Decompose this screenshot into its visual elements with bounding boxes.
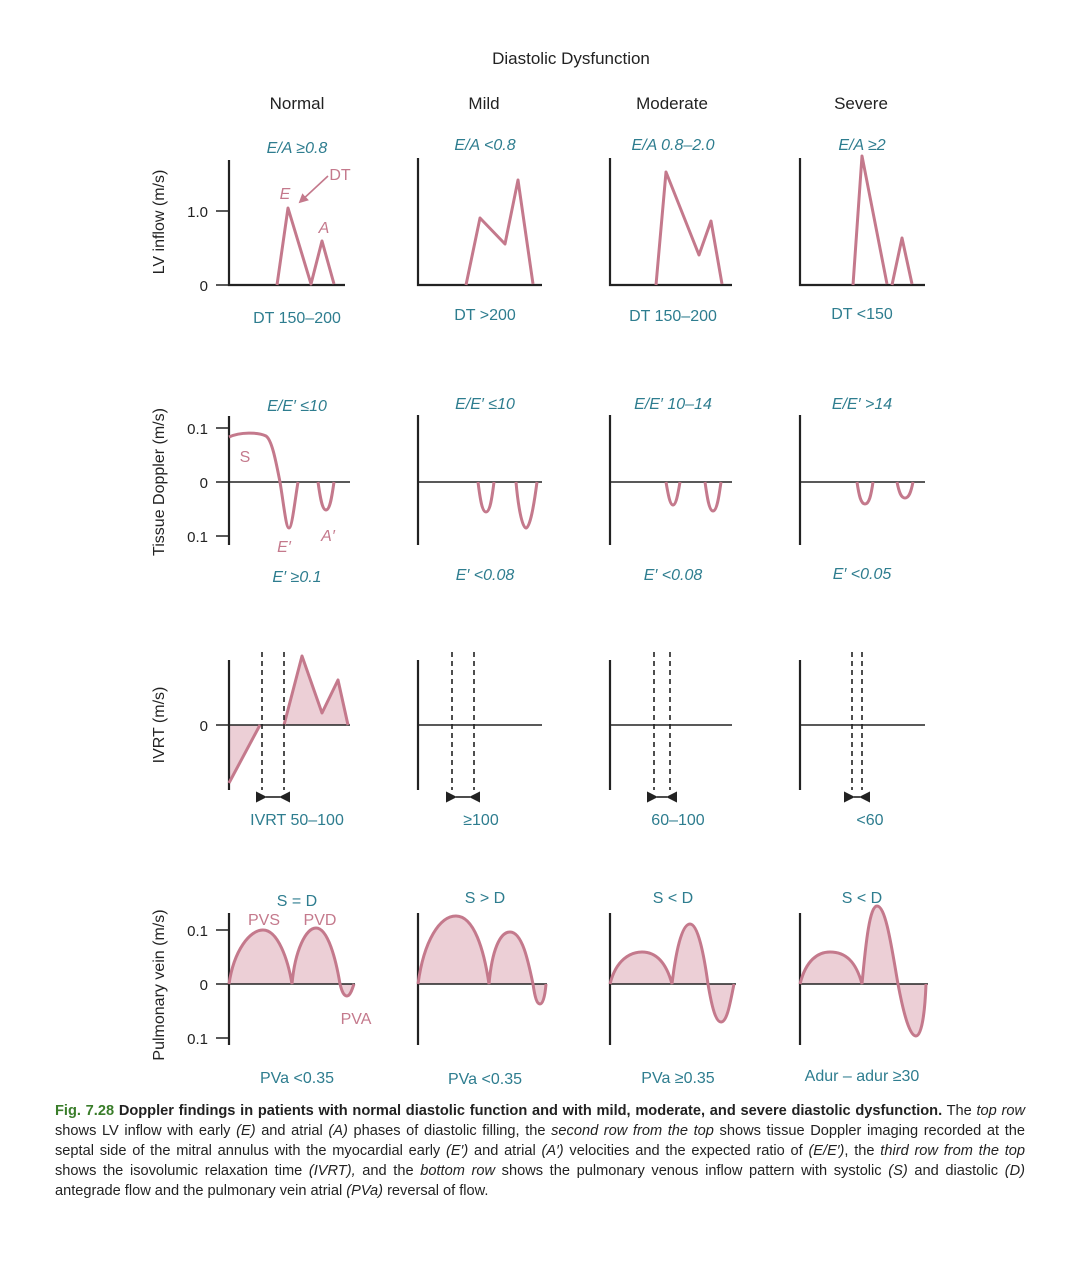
tissue-doppler-bottom-label-normal: E′ ≥0.1 — [272, 569, 322, 586]
pulmonary-vein-label-pvd: PVD — [303, 912, 337, 929]
pulmonary-vein-label-pvs: PVS — [247, 912, 281, 929]
pulmonary-vein-label-pva: PVA — [340, 1011, 372, 1028]
pulmonary-vein-mild-plot — [418, 913, 547, 1045]
caption-figure-number: Fig. 7.28 — [55, 1103, 115, 1119]
tissue-doppler-tick-zero: 0 — [199, 475, 208, 492]
pulmonary-vein-bottom-label-normal: PVa <0.35 — [260, 1070, 334, 1087]
pulmonary-vein-top-label-mild: S > D — [464, 890, 506, 907]
caption-segment: (A) — [328, 1123, 348, 1139]
pulmonary-vein-normal-plot — [216, 913, 355, 1045]
ivrt-moderate-plot — [610, 652, 732, 797]
lv-inflow-tick-1: 1.0 — [187, 204, 208, 221]
column-header-normal: Normal — [269, 94, 325, 113]
tissue-doppler-moderate-plot — [610, 415, 732, 545]
caption-segment: (E) — [236, 1123, 256, 1139]
tissue-doppler-top-label-mild: E/E′ ≤10 — [455, 396, 515, 413]
lv-inflow-top-label-moderate: E/A 0.8–2.0 — [631, 137, 715, 154]
caption-segment: and diastolic — [907, 1163, 1005, 1179]
ivrt-bottom-label-moderate: 60–100 — [651, 812, 705, 829]
ivrt-mild-plot — [418, 652, 542, 797]
caption-segment: (E/E′) — [808, 1143, 845, 1159]
figure-caption — [55, 1101, 1025, 1201]
tissue-doppler-y-label: Tissue Doppler (m/s) — [151, 408, 168, 556]
lv-inflow-top-label-normal: E/A ≥0.8 — [266, 140, 328, 157]
pulmonary-vein-top-label-moderate: S < D — [652, 890, 694, 907]
caption-segment: shows tissue Doppler imaging recorded at the septal side of the mitral annulus with the myocardial early — [55, 1123, 1025, 1159]
caption-segment: (PVa) — [346, 1183, 384, 1199]
ivrt-y-label: IVRT (m/s) — [151, 686, 168, 764]
ivrt-bottom-label-severe: <60 — [856, 812, 884, 829]
caption-segment: top row — [976, 1103, 1026, 1119]
lv-inflow-bottom-label-normal: DT 150–200 — [253, 310, 341, 327]
lv-inflow-severe-plot — [800, 156, 925, 285]
pulmonary-vein-top-label-severe: S < D — [841, 890, 883, 907]
lv-inflow-label-dt: DT — [329, 167, 351, 184]
tissue-doppler-normal-plot — [216, 416, 350, 545]
tissue-doppler-tick-bottom: 0.1 — [187, 529, 208, 546]
tissue-doppler-mild-plot — [418, 415, 542, 545]
caption-segment: third row from the top — [880, 1143, 1025, 1159]
tissue-doppler-top-label-moderate: E/E′ 10–14 — [634, 396, 712, 413]
caption-segment: antegrade flow and the pulmonary vein atrial — [55, 1183, 347, 1199]
tissue-doppler-label-e-prime: E′ — [277, 539, 291, 556]
lv-inflow-label-a: A — [318, 220, 330, 237]
caption-segment: phases of diastolic filling, the — [347, 1123, 552, 1139]
pulmonary-vein-tick-zero: 0 — [199, 977, 208, 994]
tissue-doppler-top-label-normal: E/E′ ≤10 — [267, 398, 327, 415]
pulmonary-vein-y-label: Pulmonary vein (m/s) — [151, 909, 168, 1061]
lv-inflow-bottom-label-mild: DT >200 — [454, 307, 516, 324]
lv-inflow-label-e: E — [279, 186, 291, 203]
lv-inflow-bottom-label-severe: DT <150 — [831, 306, 893, 323]
caption-segment: shows LV inflow with early — [55, 1123, 237, 1139]
caption-segment: velocities and the expected ratio of — [563, 1143, 809, 1159]
tissue-doppler-top-label-severe: E/E′ >14 — [831, 396, 893, 413]
column-header-severe: Severe — [834, 94, 888, 113]
pulmonary-vein-top-label-normal: S = D — [276, 893, 318, 910]
caption-segment: (IVRT), — [308, 1163, 356, 1179]
caption-segment: The — [942, 1103, 977, 1119]
ivrt-tick-zero: 0 — [199, 718, 208, 735]
lv-inflow-bottom-label-moderate: DT 150–200 — [629, 308, 717, 325]
tissue-doppler-severe-plot — [800, 415, 925, 545]
pulmonary-vein-severe-plot — [800, 906, 928, 1045]
caption-segment: (E′) — [446, 1143, 469, 1159]
lv-inflow-tick-0: 0 — [199, 278, 208, 295]
caption-segment: shows the pulmonary venous inflow pattern with systolic — [495, 1163, 889, 1179]
ivrt-bottom-label-mild: ≥100 — [463, 812, 499, 829]
caption-segment: bottom row — [420, 1163, 496, 1179]
caption-segment: second row from the top — [551, 1123, 714, 1139]
lv-inflow-y-label: LV inflow (m/s) — [151, 169, 168, 275]
caption-segment: , the — [844, 1143, 881, 1159]
caption-segment: shows the isovolumic relaxation time — [55, 1163, 309, 1179]
pulmonary-vein-moderate-plot — [610, 913, 736, 1045]
caption-segment: and the — [355, 1163, 421, 1179]
ivrt-normal-plot — [216, 652, 350, 797]
caption-segment: and atrial — [255, 1123, 329, 1139]
lv-inflow-top-label-severe: E/A ≥2 — [838, 137, 886, 154]
pulmonary-vein-bottom-label-severe: Adur – adur ≥30 — [804, 1068, 920, 1085]
caption-segment: (S) — [888, 1163, 908, 1179]
caption-segment: (D) — [1004, 1163, 1025, 1179]
tissue-doppler-bottom-label-moderate: E′ <0.08 — [643, 567, 703, 584]
lv-inflow-moderate-plot — [610, 158, 732, 285]
tissue-doppler-bottom-label-severe: E′ <0.05 — [832, 566, 892, 583]
lv-inflow-top-label-mild: E/A <0.8 — [454, 137, 516, 154]
figure-title: Diastolic Dysfunction — [492, 49, 650, 68]
column-header-mild: Mild — [468, 94, 500, 113]
pulmonary-vein-bottom-label-mild: PVa <0.35 — [448, 1071, 522, 1088]
caption-summary: Doppler findings in patients with normal diastolic function and with mild, moderate, and severe diastolic dysfunction. — [118, 1103, 943, 1119]
tissue-doppler-bottom-label-mild: E′ <0.08 — [455, 567, 515, 584]
caption-segment: (A′) — [541, 1143, 564, 1159]
ivrt-severe-plot — [800, 652, 925, 797]
pulmonary-vein-tick-top: 0.1 — [187, 923, 208, 940]
caption-segment: and atrial — [468, 1143, 542, 1159]
column-header-moderate: Moderate — [636, 94, 708, 113]
lv-inflow-mild-plot — [418, 158, 542, 285]
pulmonary-vein-tick-bottom: 0.1 — [187, 1031, 208, 1048]
caption-segment: reversal of flow. — [383, 1183, 489, 1199]
ivrt-bottom-label-normal: IVRT 50–100 — [250, 812, 344, 829]
tissue-doppler-label-a-prime: A′ — [321, 528, 335, 545]
tissue-doppler-tick-top: 0.1 — [187, 421, 208, 438]
pulmonary-vein-bottom-label-moderate: PVa ≥0.35 — [641, 1070, 715, 1087]
tissue-doppler-label-s: S — [239, 449, 251, 466]
